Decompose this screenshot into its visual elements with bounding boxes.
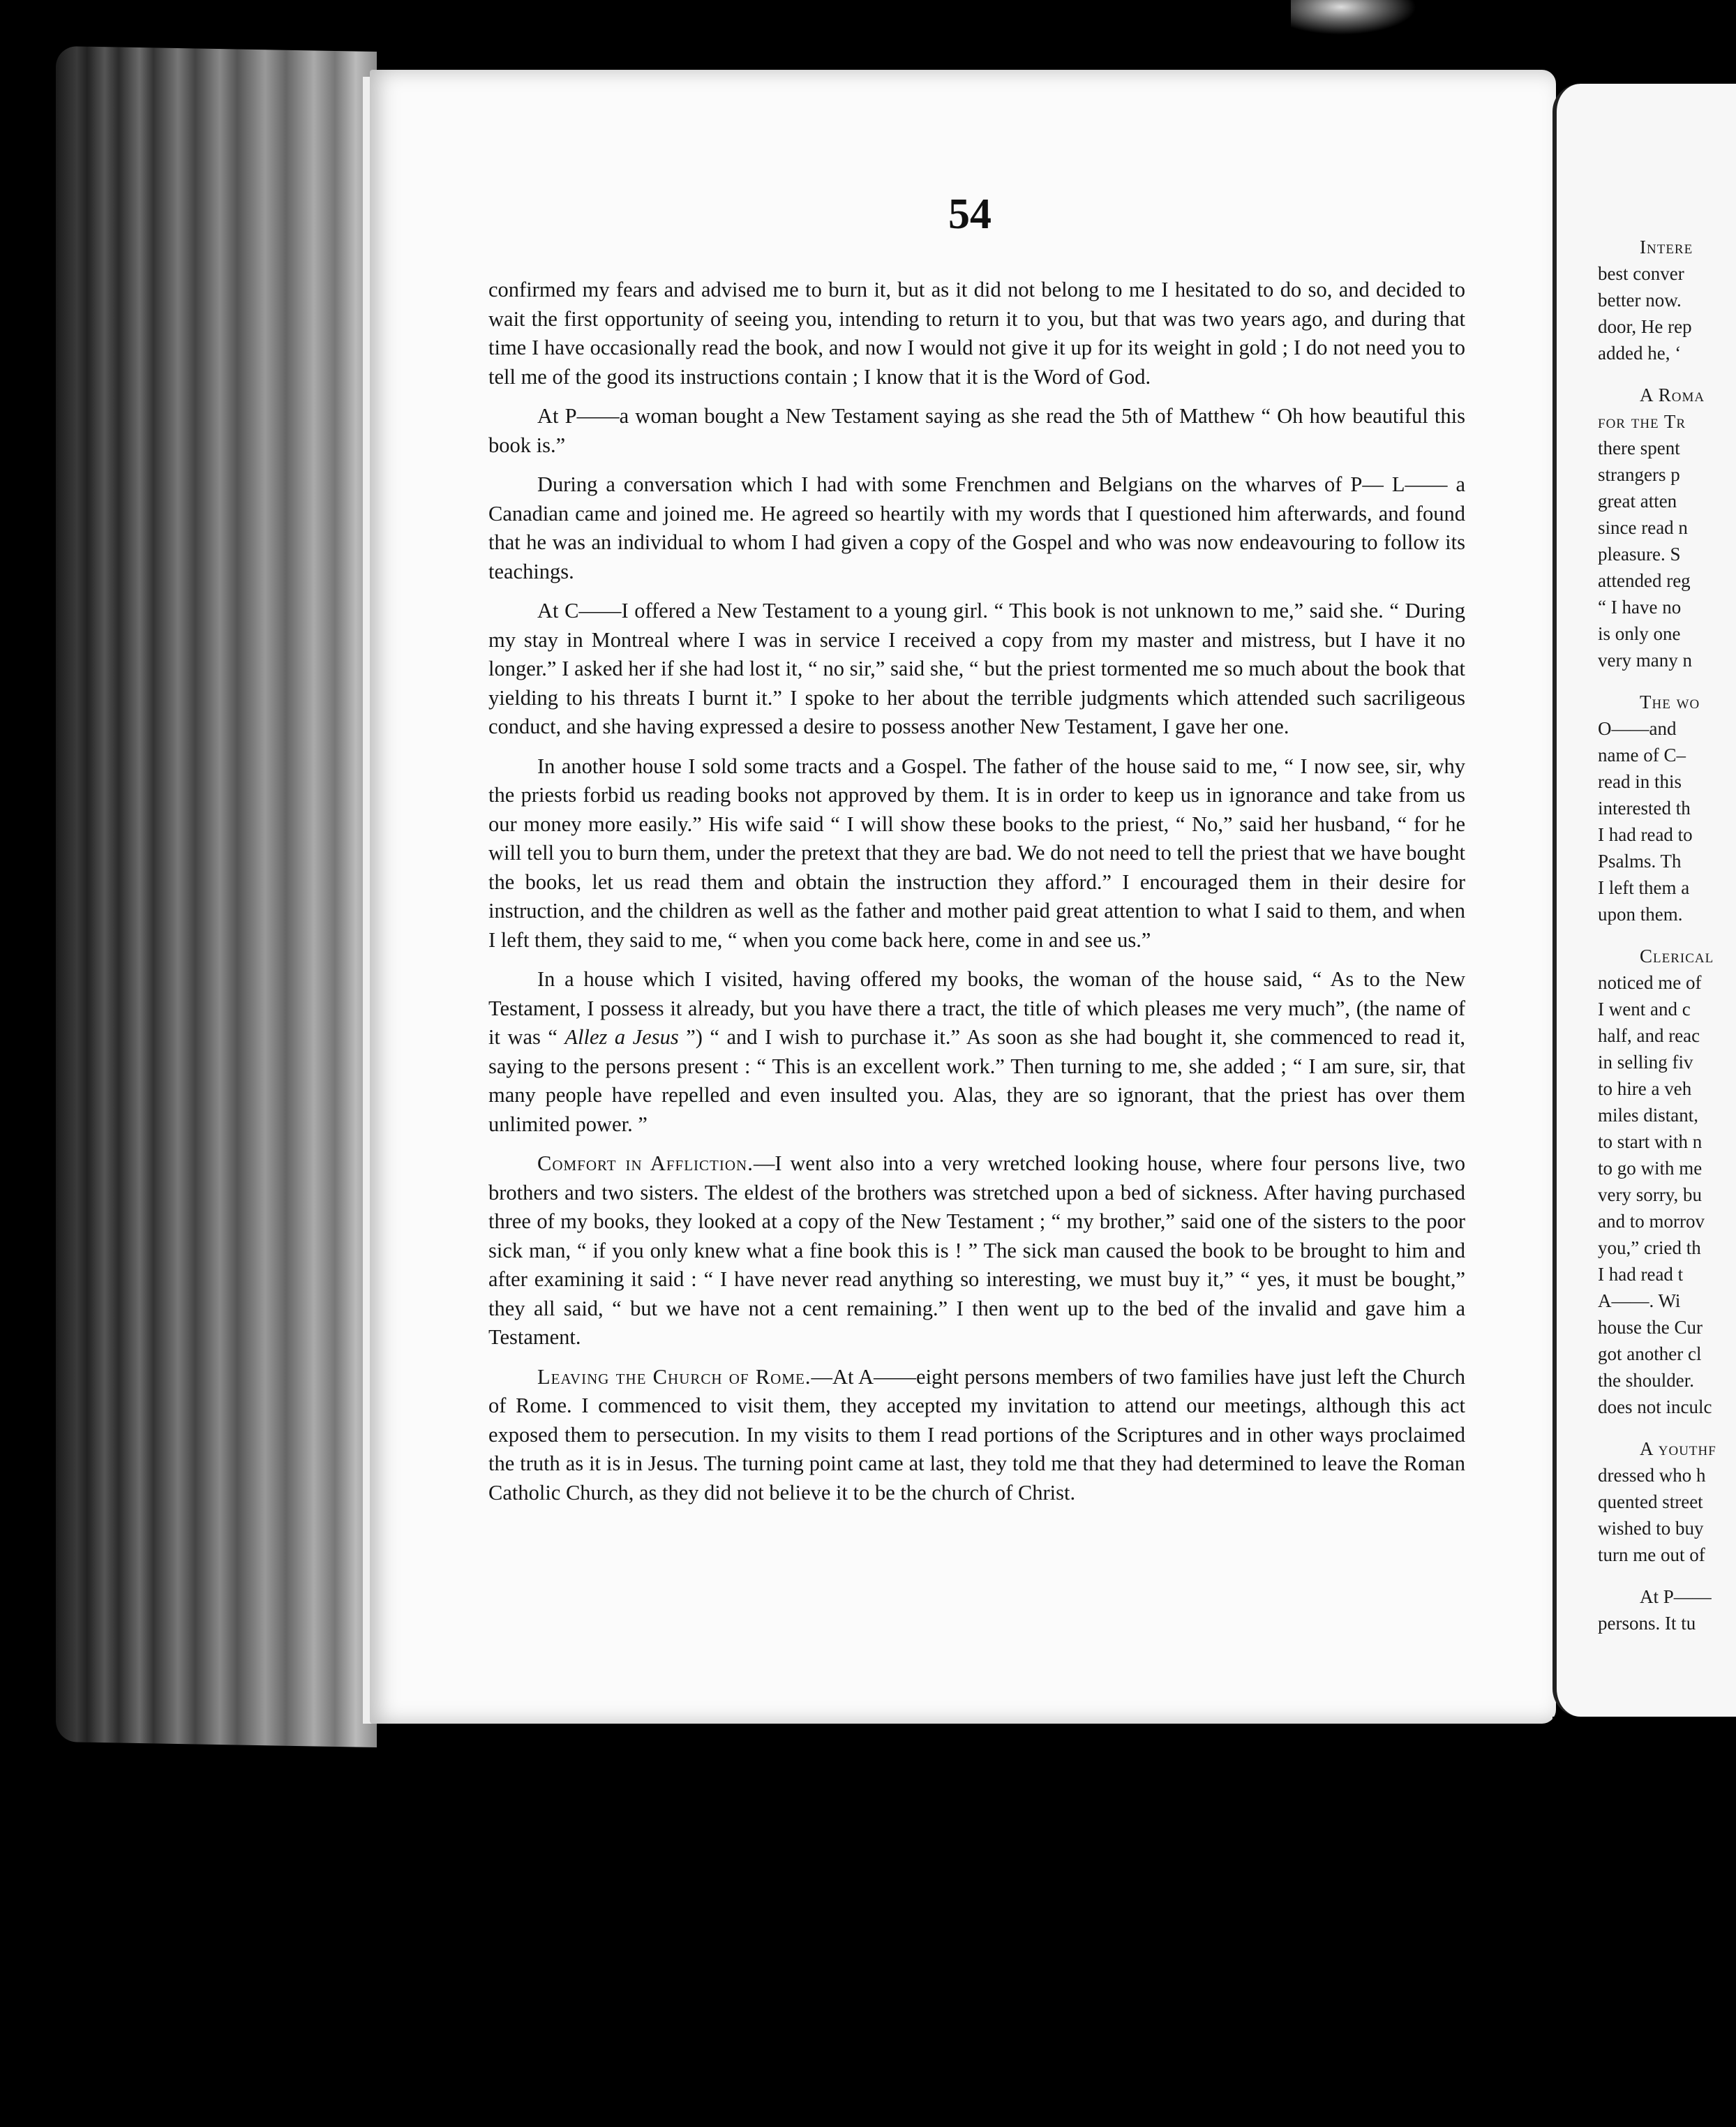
right-page-line: The wo (1640, 692, 1700, 712)
paragraph-at-c: At C——I offered a New Testament to a young girl. “ This book is not unknown to me,” said she. “ During my stay in Montreal where I was in service I received a copy from my master and mistress, but I have it no longer.” I asked her if she had lost it, “ no sir,” said she, “ but the priest tormented me so much about the book that yielding to his threats I burnt it.” I spoke to her about the terrible judgments which attended such sacriligeous conduct, and she having expressed a desire to possess another New Testament, I gave her one. (488, 599, 1465, 738)
right-page-line: interested th (1598, 798, 1691, 819)
right-page-line: to go with me (1598, 1158, 1703, 1179)
right-page-line: to hire a veh (1598, 1078, 1692, 1099)
paragraph-at-p: At P——a woman bought a New Testament saying as she read the 5th of Matthew “ Oh how beautiful this book is.” (488, 404, 1465, 457)
right-page-line: there spent (1598, 438, 1680, 458)
right-page-line: the shoulder. (1598, 1370, 1694, 1391)
tract-title: Allez a Jesus (564, 1025, 679, 1049)
right-page-text (1598, 234, 1736, 1636)
right-page-line: name of C– (1598, 745, 1686, 766)
right-page-line: is only one (1598, 623, 1681, 644)
right-page-gap (1598, 1568, 1736, 1583)
right-page-line: “ I have no (1598, 597, 1682, 618)
page-body (488, 276, 1465, 1518)
book-page-edges (56, 46, 377, 1747)
right-page-line: I had read to (1598, 824, 1693, 845)
page-debris (1291, 0, 1416, 35)
right-page-line: house the Cur (1598, 1317, 1703, 1338)
right-page-line: half, and reac (1598, 1025, 1700, 1046)
section-heading-comfort: Comfort in Affliction. (537, 1151, 754, 1175)
right-page-line: very sorry, bu (1598, 1184, 1702, 1205)
paragraph-another-house: In another house I sold some tracts and a Gospel. The father of the house said to me, “ I now see, sir, why the priests forbid us reading books not approved by them. It is in order to keep us in ignorance and take from us our money more easily.” His wife said “ I will show these books to the priest, “ No,” said her husband, “ for he will tell you to burn them, under the pretext that they are bad. We do not need to tell the priest that we have bought the books, let us read them and obtain the instruction they afford.” I encouraged them in their desire for instruction, and the children as well as the father and mother paid great attention to what I said to them, and when I left them, they said to me, “ when you come back here, come in and see us.” (488, 754, 1465, 952)
right-page-line: Clerical (1640, 946, 1714, 967)
right-page-line: added he, ‘ (1598, 343, 1682, 364)
right-page-line: great atten (1598, 491, 1677, 512)
right-page-line: in selling fiv (1598, 1052, 1693, 1073)
allez-after: ”) “ and I wish to purchase it.” As soon as she had bought it, she commenced to read it, saying to the persons present : “ This is an excellent work.” Then turning to me, she added ; “ I am sure, sir, that many people have repelled and even insulted you. Alas, they are so ignorant, that the priest has over them unlimited power. ” (488, 1025, 1466, 1136)
right-page-line: read in this (1598, 771, 1682, 792)
right-page-line: O——and (1598, 718, 1677, 739)
right-page-line: wished to buy (1598, 1518, 1704, 1539)
right-page-line: noticed me of (1598, 972, 1702, 993)
paragraph-comfort (488, 1149, 1465, 1352)
right-page-line: better now. (1598, 290, 1682, 311)
right-page-line: miles distant, (1598, 1105, 1698, 1126)
right-page-line: A youthf (1640, 1438, 1716, 1459)
right-page-line: got another cl (1598, 1343, 1702, 1364)
comfort-text: —I went also into a very wretched looking house, where four persons live, two brothers and two sisters. The eldest of the brothers was stretched upon a bed of sickness. After having purchased three of my books, they looked at a copy of the New Testament ; “ my brother,” said one of the sisters to the poor sick man, “ if you only knew what a fine book this is ! ” The sick man caused the book to be brought to him and after examining it said : “ I have never read anything so interesting, we must buy it,” “ yes, it must be bought,” they all said, “ but we have not a cent remaining.” I then went up to the bed of the invalid and gave him a Testament. (488, 1151, 1465, 1349)
right-page-line: I went and c (1598, 999, 1691, 1020)
right-page-line: Psalms. Th (1598, 851, 1682, 872)
right-page-line: upon them. (1598, 904, 1683, 925)
right-page-line: quented street (1598, 1491, 1703, 1512)
right-page-line: and to morrov (1598, 1211, 1705, 1232)
right-page-line: dressed who h (1598, 1465, 1706, 1486)
right-page-line: turn me out of (1598, 1544, 1705, 1565)
paragraph-confirmed: confirmed my fears and advised me to burn it, but as it did not belong to me I hesitated to do so, and decided to wait the first opportunity of seeing you, intending to return it to you, but that was two years ago, and during that time I have occasionally read the book, and now I would not give it up for its weight in gold ; I do not need you to tell me of the good its instructions contain ; I know that it is the Word of God. (488, 278, 1465, 389)
right-page-line: A Roma (1640, 385, 1705, 405)
right-page-line: attended reg (1598, 570, 1691, 591)
right-page-gap (1598, 1420, 1736, 1435)
right-page-line: Intere (1640, 237, 1693, 258)
right-page-line: A——. Wi (1598, 1290, 1681, 1311)
page-number: 54 (948, 191, 992, 238)
allez-before: In a house which I visited, having offered my books, the woman of the house said, “ As to the New Testament, I possess it already, but you have there a tract, the title of which pleases me very much”, (the name of it was “ (488, 967, 1465, 1049)
right-page-line: to start with n (1598, 1131, 1703, 1152)
right-page-line: I left them a (1598, 877, 1690, 898)
right-page-line: for the Tr (1598, 411, 1686, 432)
right-page-line: since read n (1598, 517, 1688, 538)
right-page-gap (1598, 927, 1736, 943)
right-page-line: you,” cried th (1598, 1237, 1701, 1258)
right-page-line: best conver (1598, 263, 1684, 284)
paragraph-conversation: During a conversation which I had with some Frenchmen and Belgians on the wharves of P— L—— a Canadian came and joined me. He agreed so heartily with my words that I questioned him afterwards, and found that he was an individual to whom I had given a copy of the Gospel and who was now endeavouring to follow its teachings. (488, 472, 1465, 583)
right-page-line: At P—— (1640, 1586, 1712, 1607)
right-page-line: does not inculc (1598, 1396, 1712, 1417)
section-heading-leaving: Leaving the Church of Rome. (537, 1364, 811, 1389)
background-dark (1552, 1717, 1736, 2127)
paragraph-leaving (488, 1363, 1465, 1508)
paragraph-allez-a-jesus (488, 965, 1465, 1139)
right-page-gap (1598, 673, 1736, 689)
right-page-line: very many n (1598, 650, 1692, 671)
right-page-line: I had read t (1598, 1264, 1684, 1285)
leaving-text: —At A——eight persons members of two families have just left the Church of Rome. I commenced to visit them, they accepted my invitation to attend our meetings, although this act exposed them to persecution. In my visits to them I read portions of the Scriptures and in other ways proclaimed the truth as it is in Jesus. The turning point came at last, they told me that they had determined to leave the Roman Catholic Church, as they did not believe it to be the church of Christ. (488, 1364, 1466, 1505)
right-page-line: door, He rep (1598, 316, 1692, 337)
right-page-line: persons. It tu (1598, 1613, 1696, 1634)
right-page-line: strangers p (1598, 464, 1680, 485)
right-page-gap (1598, 366, 1736, 382)
right-page-line: pleasure. S (1598, 544, 1681, 565)
